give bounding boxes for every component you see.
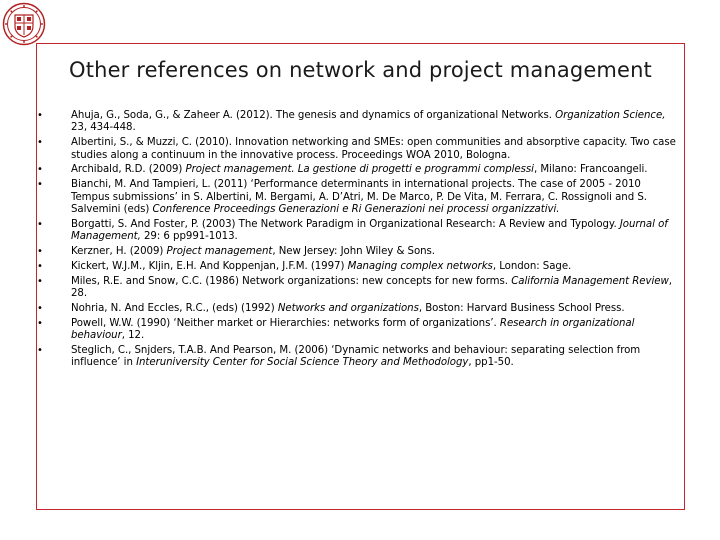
- reference-italic-text: Networks and organizations: [277, 302, 419, 314]
- bullet-marker: •: [37, 246, 43, 258]
- reference-text: , 12.: [121, 330, 145, 342]
- reference-italic-text: Project management. La gestione di progetti e programmi complessi: [185, 164, 534, 176]
- reference-item: [37, 164, 682, 176]
- reference-text: , New Jersey: John Wiley & Sons.: [272, 246, 435, 258]
- reference-item: [37, 179, 682, 216]
- reference-item: [37, 137, 682, 162]
- reference-list: [37, 110, 682, 372]
- slide-title: Other references on network and project management: [69, 58, 652, 82]
- reference-italic-text: Interuniversity Center for Social Science Theory and Methodology: [136, 357, 469, 369]
- reference-italic-text: California Management Review: [511, 275, 669, 287]
- reference-text: Miles, R.E. and Snow, C.C. (1986) Network organizations: new concepts for new forms.: [71, 275, 512, 287]
- reference-italic-text: Organization Science,: [555, 110, 666, 121]
- reference-italic-text: Journal of Management,: [71, 218, 668, 243]
- bullet-marker: •: [37, 317, 43, 329]
- reference-italic-text: Project management: [166, 246, 273, 258]
- reference-text: 23, 434-448.: [71, 122, 136, 134]
- bullet-marker: •: [37, 275, 43, 287]
- university-seal-logo: [2, 2, 46, 46]
- bullet-marker: •: [37, 260, 43, 272]
- reference-item: [37, 302, 682, 315]
- reference-text: Bianchi, M. And Tampieri, L. (2011) ‘Performance determinants in international projects. The case of 2005 - 2010 Tempus submissions’ in S. Albertini, M. Bergami, A. D’Atri, M. De Marco, P. De Vita, M. Ferrara, C. Rossignoli and S. Salvemini (eds): [71, 179, 647, 216]
- reference-text: Steglich, C., Snjders, T.A.B. And Pearson, M. (2006) ‘Dynamic networks and behaviour: separating selection from influence’ in: [71, 344, 641, 369]
- bullet-marker: •: [37, 137, 43, 149]
- reference-item: [37, 275, 682, 301]
- reference-italic-text: Managing complex networks: [347, 260, 493, 272]
- bullet-marker: •: [37, 344, 43, 356]
- reference-text: Archibald, R.D. (2009): [71, 164, 186, 176]
- bullet-marker: •: [37, 110, 43, 121]
- reference-item: [37, 218, 682, 244]
- reference-italic-text: Research in organizational behaviour: [71, 317, 635, 342]
- reference-item: [37, 317, 682, 343]
- reference-text: , Boston: Harvard Business School Press.: [418, 302, 625, 314]
- seal-icon: [2, 2, 46, 46]
- reference-item: [37, 246, 682, 258]
- reference-text: Nohria, N. And Eccles, R.C., (eds) (1992): [71, 302, 278, 314]
- reference-text: Ahuja, G., Soda, G., & Zaheer A. (2012). The genesis and dynamics of organizational Networks.: [71, 110, 556, 121]
- reference-text: , pp1-50.: [468, 357, 514, 369]
- reference-text: , London: Sage.: [492, 260, 572, 272]
- reference-text: Kickert, W.J.M., Kljin, E.H. And Koppenjan, J.F.M. (1997): [71, 260, 348, 272]
- bullet-marker: •: [37, 218, 43, 230]
- bullet-marker: •: [37, 179, 43, 191]
- reference-text: , 28.: [71, 275, 672, 300]
- reference-text: Powell, W.W. (1990) ‘Neither market or Hierarchies: networks form of organizations’.: [71, 317, 500, 329]
- bullet-marker: •: [37, 302, 43, 314]
- reference-text: Albertini, S., & Muzzi, C. (2010). Innovation networking and SMEs: open communities and absorptive capacity. Two case studies along a continuum in the innovative process. Proceedings WOA 2010, Bologna.: [71, 137, 676, 161]
- reference-text: Kerzner, H. (2009): [71, 246, 167, 258]
- reference-italic-text: Conference Proceedings Generazioni e Ri Generazioni nei processi organizzativi.: [152, 204, 560, 216]
- reference-item: [37, 260, 682, 273]
- reference-text: , Milano: Francoangeli.: [533, 164, 648, 176]
- reference-item: [37, 344, 682, 370]
- reference-text: Borgatti, S. And Foster, P. (2003) The Network Paradigm in Organizational Research: A Review and Typology.: [71, 218, 620, 230]
- reference-item: [37, 110, 682, 135]
- reference-text: 29: 6 pp991-1013.: [140, 231, 238, 243]
- bullet-marker: •: [37, 164, 43, 176]
